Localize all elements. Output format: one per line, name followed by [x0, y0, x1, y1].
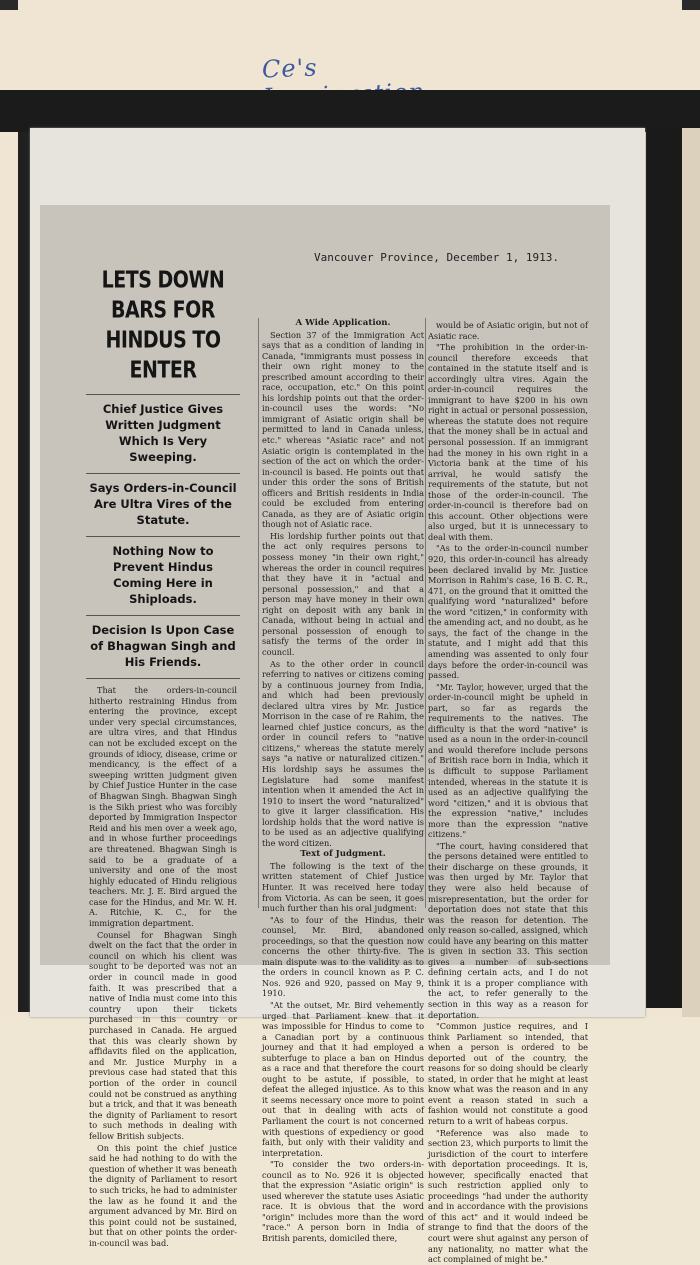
paragraph: "To consider the two orders-in-council as to No. 926 it is objected that the expression "Asiatic origin" is used wherever the statute uses Asiatic race. It is obvious that the word "origin" includes more than the word "race." A person born in India of British parents, domiciled there, — [262, 1159, 424, 1244]
paragraph: "As to the order-in-council number 920, this order-in-council has already been declared invalid by Mr. Justice Morrison in Rahim's case, 16 B. C. R., 471, on the ground that it omitted the qualifying word "naturalized" before the word "citizen," in conformity with the amending act, and no doubt, as he says, the fact of the change in the statute, and I might add that this amending was assented to only four days before the order-in-council was passed. — [428, 543, 588, 681]
right-dark-edge — [646, 128, 682, 1008]
paragraph: As to the other order in council referring to natives or citizens coming by a continuous journey from India, and which had been previously declared ultra vires by Mr. Justice Morrison in the case of re Rahim, the learned chief justice concurs, as the order in council refers to "native citizens," whereas the statute merely says "a native or naturalized citizen." His lordship says he assumes the Legislature had some manifest intention when it amended the Act in 1910 to insert the word "naturalized" to give it larger classification. His lordship holds that the word native is to be used as an adjective qualifying the word citizen. — [262, 658, 424, 848]
article-lead-body — [86, 679, 240, 1248]
headline-block — [86, 262, 240, 395]
paragraph: On this point the chief justice said he had nothing to do with the question of whether it was beneath the dignity of Parliament to resort to such tricks, he had to administer the law as he found it and the argument advanced by Mr. Bird on this point could not be sustained, but that on other points the order-in-council was bad. — [89, 1142, 237, 1248]
dateline: Vancouver Province, December 1, 1913. — [314, 251, 560, 264]
paragraph: "Mr. Taylor, however, urged that the order-in-council might be upheld in part, so far as regards the requirements to the natives. The difficulty is that the word "native" is used as a noun in the order-in-council and would therefore include persons of British race born in India, which it is difficult to suppose Parliament intended, whereas in the statute it is used as an adjective qualifying the word "citizen," and it is obvious that the expression "native," includes more than the expression "native citizens." — [428, 681, 588, 840]
column-rule — [425, 318, 426, 908]
column-rule — [258, 318, 259, 908]
corner-mark-left — [0, 0, 18, 10]
handwritten-note: Ce's — [261, 53, 318, 84]
right-column — [428, 320, 588, 1265]
subhead-text-of-judgment: Text of Judgment. — [300, 849, 386, 860]
right-paper-edge — [682, 128, 700, 1017]
paragraph: Section 37 of the Immigration Act says that as a condition of landing in Canada, "immigrants must possess in their own right money to the prescribed amount according to their race, occupation, etc." On this point his lordship points out that the order-in-council uses the words: "No immigrant of Asiatic origin shall be permitted to land in Canada unless, etc." whereas "Asiatic race" and not Asiatic origin is contemplated in the section of the act on which the order-in-council is based. He points out that under this order the sons of British officers and British residents in India could be excluded from entering Canada, as they are of Asiatic origin though not of Asiatic race. — [262, 329, 424, 530]
dark-background-strip — [0, 90, 700, 132]
paragraph: The following is the text of the written statement of Chief Justice Hunter. It was received here today from Victoria. As can be seen, it goes much further than his oral judgment: — [262, 860, 424, 914]
deck-4-block — [86, 616, 240, 679]
paragraph: would be of Asiatic origin, but not of Asiatic race. — [428, 320, 588, 341]
paragraph: "As to four of the Hindus, their counsel, Mr. Bird, abandoned proceedings, so that the question now concerns the other thirty-five. The main dispute was to the validity as to the orders in council known as P. C. Nos. 926 and 920, passed on May 9, 1910. — [262, 914, 424, 999]
headline-column — [86, 262, 240, 1248]
corner-mark-right — [682, 0, 700, 10]
deck-1: Chief Justice Gives Written Judgment Which Is Very Sweeping. — [102, 402, 224, 464]
paragraph: "Common justice requires, and I think Parliament so intended, that when a person is ordered to be deported out of the country, the reasons for so doing should be clearly stated, in order that he might at least know what was the reason and in any event a reason stated in such a fashion would not constitute a good return to a writ of habeas corpus. — [428, 1021, 588, 1127]
paragraph: Counsel for Bhagwan Singh dwelt on the fact that the order in council on which his client was sought to be deported was not an order in council made in good faith. It was prescribed that a native of India must come into this country upon their tickets purchased in this country or purchased in Canada. He argued that this was clearly shown by affidavits filed on the application, and Mr. Justice Murphy in a previous case had stated that this portion of the order in council could not be construed as anything but a trick, and that it was beneath the dignity of Parliament to resort to such methods in dealing with fellow British subjects. — [89, 929, 237, 1141]
deck-2-block — [86, 474, 240, 537]
paragraph: "At the outset, Mr. Bird vehemently urged that Parliament knew that it was impossible for Hindus to come to a Canadian port by a continuous journey and that it had employed a subterfuge to place a ban on Hindus as a race and that therefore the court ought to be astute, if possible, to defeat the alleged injustice. As to this it seems necessary once more to point out that in dealing with acts of Parliament the court is not concerned with questions of expediency or good faith, but only with their validity and interpretation. — [262, 1000, 424, 1158]
paragraph: "The prohibition in the order-in-council therefore exceeds that contained in the statute itself and is accordingly ultra vires. Again the order-in-council requires the immigrant to have $200 in his own right in actual or personal possession, whereas the statute does not require that the money shall be in actual and personal possession. If an immigrant had the money in his own right in a Victoria bank at the time of his arrival, he would satisfy the requirements of the statute, but not those of the order-in-council. The order-in-council is therefore bad on this account. Other objections were also urged, but it is unnecessary to deal with them. — [428, 342, 588, 542]
deck-3: Nothing Now to Prevent Hindus Coming Here in Shiploads. — [112, 544, 214, 606]
deck-1-block — [86, 395, 240, 474]
paragraph: His lordship further points out that the act only requires persons to possess money "in their own right," whereas the order in council requires that they have it in "actual and personal possession," and that a person may have money in their own right on deposit with any bank in Canada, without being in actual and personal possession of enough to satisfy the terms of the order in council. — [262, 530, 424, 657]
deck-2: Says Orders-in-Council Are Ultra Vires of the Statute. — [89, 481, 237, 527]
paragraph: "The court, having considered that the persons detained were entitled to their discharge on these grounds, it was then urged by Mr. Taylor that they were also held because of misrepresentation, but the order for deportation does not state that this was the reason for detention. The only reason so-called, assigned, which could have any bearing on this matter is given in section 33. This section gives a number of sub-sections defining certain acts, and I do not think it is a proper compliance with the act, to refer generally to the section in this way as a reason for deportation. — [428, 840, 588, 1020]
left-dark-edge — [18, 132, 30, 1012]
middle-column — [262, 318, 424, 1244]
headline: LETS DOWN BARS FOR HINDUS TO ENTER — [101, 267, 225, 384]
paragraph: "Reference was also made to section 23, which purports to limit the jurisdiction of the court to interfere with deportation proceedings. It is, however, specifically enacted that such restriction applied only to proceedings "had under the authority and in accordance with the provisions of this act" and it would indeed be strange to find that the doors of the court were shut against any person of any nationality, no matter what the act complained of might be." — [428, 1127, 588, 1265]
paragraph: That the orders-in-council hitherto restraining Hindus from entering the province, except under very special circumstances, are ultra vires, and that Hindus can not be excluded except on the grounds of idiocy, disease, crime or mendicancy, is the effect of a sweeping written judgment given by Chief Justice Hunter in the case of Bhagwan Singh. Bhagwan Singh is the Sikh priest who was forcibly deported by Immigration Inspector Reid and his men over a week ago, and in whose further proceedings are threatened. Bhagwan Singh is said to be a graduate of a university and one of the most highly educated of Hindu religious teachers. Mr. J. E. Bird argued the case for the Hindus, and Mr. W. H. A. Ritchie, K. C., for the immigration department. — [89, 685, 237, 929]
subhead-wide-application: A Wide Application. — [295, 318, 391, 328]
deck-4: Decision Is Upon Case of Bhagwan Singh and His Friends. — [90, 623, 236, 669]
deck-3-block — [86, 537, 240, 616]
